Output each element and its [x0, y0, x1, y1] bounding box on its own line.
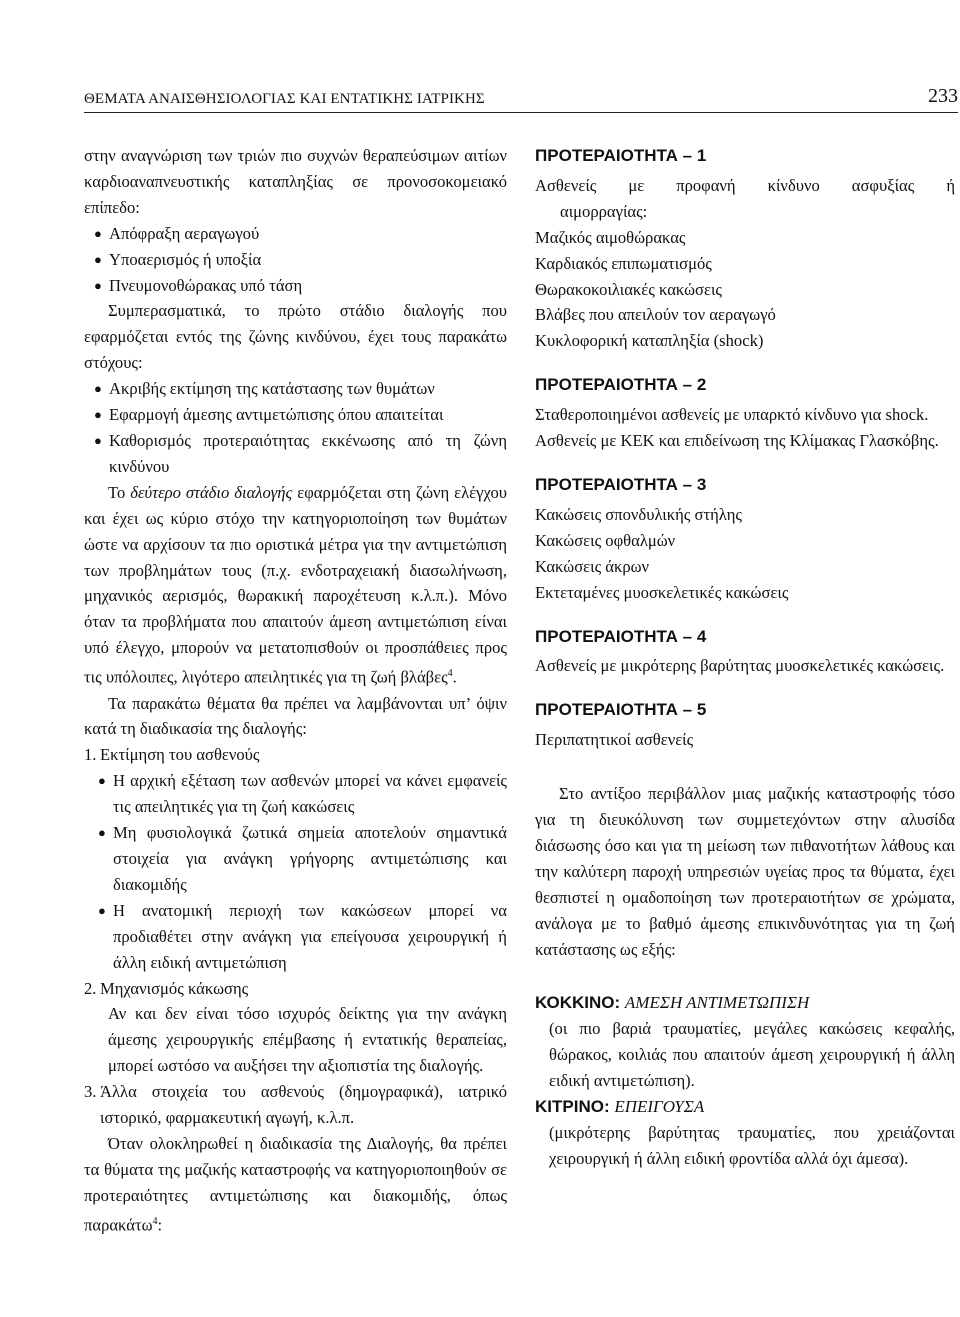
bullet-icon: ● [94, 225, 102, 241]
list-item: Εκτεταμένες μυοσκελετικές κακώσεις [535, 582, 789, 602]
list-item: Κακώσεις άκρων [535, 556, 650, 576]
list-item: Μαζικός αιμοθώρακας [535, 227, 686, 247]
list-item: ● Μη φυσιολογικά ζωτικά σημεία αποτελούν σημαντικά στοιχεία για ανάγκη γρήγορης αντιμετώπισης και διακομιδής [84, 820, 507, 898]
bullet-icon: ● [98, 773, 106, 789]
numbered-item-2: 2. Μηχανισμός κάκωσης [84, 978, 249, 998]
running-head: ΘΕΜΑΤΑ ΑΝΑΙΣΘΗΣΙΟΛΟΓΙΑΣ ΚΑΙ ΕΝΤΑΤΙΚΗΣ ΙΑΤΡΙΚΗΣ [84, 91, 485, 107]
list-item: ● Πνευμονοθώρακας υπό τάση [84, 273, 507, 299]
reference: 4 [447, 668, 453, 680]
bullet-icon: ● [94, 432, 102, 448]
priority-2-text-b: Ασθενείς με ΚΕΚ και επιδείνωση της Κλίμακας Γλασκόβης. [535, 431, 939, 451]
list-item: ● Υποαερισμός ή υποξία [84, 247, 507, 273]
bullet-icon: ● [94, 407, 102, 423]
right-column [535, 143, 955, 1172]
color-intro-paragraph: Στο αντίξοο περιβάλλον μιας μαζικής καταστροφής τόσο για τη διευκόλυνση των συμμετεχόντων στην αλυσίδα διάσωσης όσο και για τη μείωση των πιθανοτήτων λάθους και την καλύτερη παροχή υπηρεσιών υγείας προς τα θύματα, έχει θεσπιστεί η ομαδοποίηση των προτεραιοτήτων σε χρώματα, ανάλογα με το βαθμό άμεσης επικινδυνότητας για τη ζωή κατάστασης ως εξής: [535, 784, 955, 959]
list-item: Βλάβες που απειλούν τον αεραγωγό [535, 305, 776, 325]
list-item: Καρδιακός επιπωματισμός [535, 253, 712, 273]
bullet-icon: ● [98, 902, 106, 918]
list-item: Ασθενείς με προφανή κίνδυνο ασφυξίας ή [535, 175, 955, 195]
numbered-item-1: 1. Εκτίμηση του ασθενούς [84, 745, 260, 765]
second-stage-paragraph: Το δεύτερο στάδιο διαλογής εφαρμόζεται στη ζώνη ελέγχου και έχει ως κύριο στόχο την κατηγοριοποίηση των θυμάτων ώστε να αρχίσουν τα πιο οριστικά μέτρα για την αντιμετώπιση των προβλημάτων τους (π.χ. ενδοτραχειακή διασωλήνωση, μηχανικός αερισμός, θωρακική παροχέτευση κ.λ.π.). Μόνο όταν τα προβλήματα που απαιτούν άμεση αντιμετώπιση είναι υπό έλεγχο, μπορούν να μετατοπισθούν οι προσπάθειες προς τις υπόλοιπες, λιγότερο απειλητικές για τη ζωή βλάβες$^4$. [84, 482, 507, 687]
priority-3-title: ΠΡΟΤΕΡΑΙΟΤΗΤΑ – 3 [535, 474, 707, 494]
closing-paragraph: Όταν ολοκληρωθεί η διαδικασία της Διαλογής, θα πρέπει τα θύματα της μαζικής καταστροφής να κατηγοριοποιηθούν σε προτεραιότητες αντιμετώπισης και διακομιδής, όπως παρακάτω$^4$: [84, 1133, 507, 1235]
priority-4-text: Ασθενείς με μικρότερης βαρύτητας μυοσκελετικές κακώσεις. [535, 656, 945, 676]
bullet-icon: ● [94, 251, 102, 267]
list-item: Θωρακοκοιλιακές κακώσεις [535, 279, 722, 299]
causes-list [84, 221, 507, 299]
priority-3-list [535, 502, 955, 606]
priority-2-text-a: Σταθεροποιημένοι ασθενείς με υπαρκτό κίνδυνο για shock. [535, 405, 929, 425]
bullet-icon: ● [98, 825, 106, 841]
numbered-item-3: 3. Άλλα στοιχεία του ασθενούς (δημογραφικά), ιατρικό ιστορικό, φαρμακευτική αγωγή, κ.λ.π. [84, 1082, 507, 1128]
priority-5-title: ΠΡΟΤΕΡΑΙΟΤΗΤΑ – 5 [535, 700, 707, 720]
list-item: Κακώσεις οφθαλμών [535, 530, 676, 550]
list-item: ● Ακριβής εκτίμηση της κατάστασης των θυμάτων [84, 376, 507, 402]
list-item: ● Καθορισμός προτεραιότητας εκκένωσης από τη ζώνη κινδύνου [84, 428, 507, 480]
red-code-title: ΚΟΚΚΙΝΟ: ΑΜΕΣΗ ΑΝΤΙΜΕΤΩΠΙΣΗ [535, 993, 810, 1013]
yellow-code-description: (μικρότερης βαρύτητας τραυματίες, που χρειάζονται χειρουργική ή άλλη ειδική φροντίδα αλλά όχι άμεσα). [549, 1123, 955, 1168]
emphasis: δεύτερο στάδιο διαλογής [130, 482, 293, 502]
mechanism-paragraph: Αν και δεν είναι τόσο ισχυρός δείκτης για την ανάγκη άμεσης χειρουργικής επέμβασης ή εντατικής θεραπείας, μπορεί ωστόσο να αυξήσει την αξιοπιστία της διαλογής. [108, 1004, 507, 1076]
priority-4-title: ΠΡΟΤΕΡΑΙΟΤΗΤΑ – 4 [535, 626, 707, 646]
page-number: 233 [928, 85, 958, 107]
intro-paragraph: στην αναγνώριση των τριών πιο συχνών θεραπεύσιμων αιτίων καρδιοαναπνευστικής καταπληξίας σε προνοσοκομειακό επίπεδο: [84, 146, 507, 217]
list-item: Κακώσεις σπονδυλικής στήλης [535, 504, 742, 524]
bullet-icon: ● [94, 381, 102, 397]
list-item: ● Η ανατομική περιοχή των κακώσεων μπορεί να προδιαθέτει στην ανάγκη για επείγουσα χειρουργική ή άλλη ειδική αντιμετώπιση [84, 898, 507, 976]
red-code-description: (οι πιο βαριά τραυματίες, μεγάλες κακώσεις κεφαλής, θώρακος, κοιλιάς που απαιτούν άμεση χειρουργική ή άλλη ειδική αντιμετώπιση). [549, 1019, 955, 1091]
left-column [84, 143, 507, 1238]
priority-5-text: Περιπατητικοί ασθενείς [535, 730, 694, 750]
list-item: ● Απόφραξη αεραγωγού [84, 221, 507, 247]
list-item: ● Η αρχική εξέταση των ασθενών μπορεί να κάνει εμφανείς τις απειλητικές για τη ζωή κακώσεις [84, 768, 507, 820]
reference: 4 [152, 1215, 158, 1227]
topics-intro: Τα παρακάτω θέματα θα πρέπει να λαμβάνονται υπ’ όψιν κατά τη διαδικασία της διαλογής: [84, 693, 507, 739]
priority-1-title: ΠΡΟΤΕΡΑΙΟΤΗΤΑ – 1 [535, 146, 707, 165]
list-item: αιμορραγίας: [560, 201, 648, 221]
priority-1-list [535, 173, 955, 354]
list-item: Κυκλοφορική καταπληξία (shock) [535, 331, 764, 351]
page-header [84, 84, 958, 108]
yellow-code-title: ΚΙΤΡΙΝΟ: ΕΠΕΙΓΟΥΣΑ [535, 1097, 705, 1117]
goals-list [84, 376, 507, 480]
bullet-icon: ● [94, 277, 102, 293]
conclusion-paragraph: Συμπερασματικά, το πρώτο στάδιο διαλογής που εφαρμόζεται εντός της ζώνης κινδύνου, έχει τους παρακάτω στόχους: [84, 301, 507, 373]
list-item: ● Εφαρμογή άμεσης αντιμετώπισης όπου απαιτείται [84, 402, 507, 428]
header-rule [84, 112, 958, 113]
priority-2-title: ΠΡΟΤΕΡΑΙΟΤΗΤΑ – 2 [535, 375, 707, 395]
